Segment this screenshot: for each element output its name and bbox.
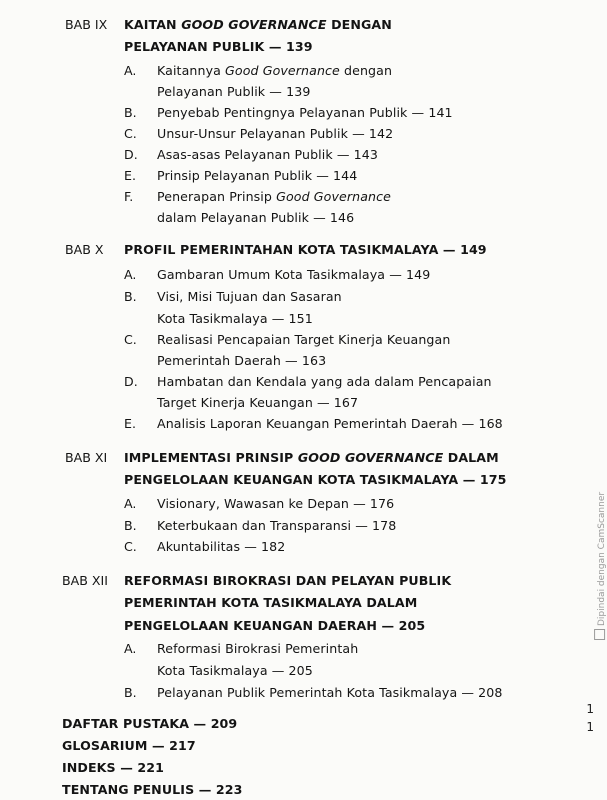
subsection-letter: F. — [124, 189, 134, 204]
text-segment: Kaitannya — [157, 63, 226, 78]
back-matter-entry: GLOSARIUM — 217 — [62, 738, 196, 753]
text-segment: Gambaran Umum Kota Tasikmalaya — 149 — [157, 267, 431, 282]
chapter-title-line — [124, 617, 425, 635]
subsection-title-line — [157, 146, 378, 164]
subsection-title-line — [157, 266, 430, 284]
text-segment: Reformasi Birokrasi Pemerintah — [157, 641, 359, 656]
text-segment: Keterbukaan dan Transparansi — 178 — [157, 518, 397, 533]
subsection-title-line — [157, 538, 285, 556]
text-segment: Pemerintah Daerah — 163 — [157, 353, 327, 368]
chapter-title-line — [124, 38, 313, 56]
text-segment: PENGELOLAAN KEUANGAN KOTA TASIKMALAYA — 175 — [124, 472, 507, 487]
text-segment: Akuntabilitas — 182 — [157, 539, 286, 554]
text-segment: Asas-asas Pelayanan Publik — 143 — [157, 147, 379, 162]
subsection-title-line — [157, 288, 342, 306]
text-segment: GOOD GOVERNANCE — [181, 17, 327, 32]
text-segment: Good Governance — [225, 63, 340, 78]
text-segment: DALAM — [443, 450, 499, 465]
subsection-letter: B. — [124, 289, 137, 304]
text-segment: PELAYANAN PUBLIK — 139 — [124, 39, 313, 54]
chapter-title-line — [124, 16, 392, 34]
text-segment: DENGAN — [326, 17, 392, 32]
text-segment: Realisasi Pencapaian Target Kinerja Keuangan — [157, 332, 451, 347]
text-segment: Penerapan Prinsip — [157, 189, 277, 204]
subsection-letter: B. — [124, 685, 137, 700]
subsection-title-line — [157, 310, 313, 328]
subsection-title-line — [157, 352, 326, 370]
edge-mark: 1 — [586, 720, 594, 734]
subsection-letter: D. — [124, 147, 138, 162]
text-segment: Unsur-Unsur Pelayanan Publik — 142 — [157, 126, 394, 141]
subsection-letter: C. — [124, 539, 137, 554]
subsection-title-line — [157, 640, 358, 658]
edge-mark: 1 — [586, 702, 594, 716]
subsection-letter: D. — [124, 374, 138, 389]
text-segment: Analisis Laporan Keuangan Pemerintah Daerah — 168 — [157, 416, 503, 431]
chapter-label: BAB XI — [65, 450, 108, 465]
subsection-letter: E. — [124, 168, 136, 183]
chapter-title-line — [124, 471, 507, 489]
chapter-label: BAB X — [65, 242, 104, 257]
text-segment: Prinsip Pelayanan Publik — 144 — [157, 168, 358, 183]
camscanner-icon — [594, 629, 605, 640]
subsection-letter: E. — [124, 416, 136, 431]
text-segment: IMPLEMENTASI PRINSIP — [124, 450, 298, 465]
chapter-title-line — [124, 572, 451, 590]
text-segment: Kota Tasikmalaya — 205 — [157, 663, 313, 678]
subsection-title-line — [157, 495, 394, 513]
back-matter-entry: DAFTAR PUSTAKA — 209 — [62, 716, 238, 731]
text-segment: Visionary, Wawasan ke Depan — 176 — [157, 496, 395, 511]
back-matter-entry: INDEKS — 221 — [62, 760, 164, 775]
text-segment: dengan — [339, 63, 393, 78]
subsection-title-line — [157, 167, 357, 185]
scanner-watermark — [594, 492, 607, 640]
subsection-letter: A. — [124, 267, 137, 282]
subsection-title-line — [157, 517, 396, 535]
text-segment: Hambatan dan Kendala yang ada dalam Pencapaian — [157, 374, 492, 389]
text-segment: Good Governance — [276, 189, 391, 204]
chapter-title-line — [124, 241, 487, 259]
subsection-letter: B. — [124, 518, 137, 533]
subsection-title-line — [157, 83, 310, 101]
subsection-title-line — [157, 662, 313, 680]
text-segment: dalam Pelayanan Publik — 146 — [157, 210, 355, 225]
subsection-title-line — [157, 209, 354, 227]
text-segment: PROFIL PEMERINTAHAN KOTA TASIKMALAYA — 149 — [124, 242, 487, 257]
text-segment: Pelayanan Publik Pemerintah Kota Tasikmalaya — 208 — [157, 685, 503, 700]
chapter-title-line — [124, 449, 499, 467]
subsection-letter: C. — [124, 126, 137, 141]
text-segment: Penyebab Pentingnya Pelayanan Publik — 141 — [157, 105, 453, 120]
subsection-title-line — [157, 62, 392, 80]
subsection-title-line — [157, 104, 453, 122]
subsection-title-line — [157, 415, 503, 433]
text-segment: REFORMASI BIROKRASI DAN PELAYAN PUBLIK — [124, 573, 452, 588]
text-segment: Pelayanan Publik — 139 — [157, 84, 311, 99]
subsection-title-line — [157, 331, 450, 349]
text-segment: GOOD GOVERNANCE — [297, 450, 444, 465]
chapter-label: BAB XII — [62, 573, 108, 588]
subsection-letter: A. — [124, 641, 137, 656]
text-segment: Target Kinerja Keuangan — 167 — [157, 395, 359, 410]
chapter-title-line — [124, 594, 417, 612]
subsection-title-line — [157, 188, 391, 206]
subsection-letter: B. — [124, 105, 137, 120]
subsection-title-line — [157, 684, 503, 702]
subsection-letter: A. — [124, 496, 137, 511]
subsection-title-line — [157, 373, 492, 391]
text-segment: KAITAN — [124, 17, 182, 32]
back-matter-entry: TENTANG PENULIS — 223 — [62, 782, 243, 797]
watermark-text: Dipindai dengan CamScanner — [597, 491, 607, 626]
text-segment: Kota Tasikmalaya — 151 — [157, 311, 313, 326]
chapter-label: BAB IX — [65, 17, 108, 32]
text-segment: PEMERINTAH KOTA TASIKMALAYA DALAM — [124, 595, 418, 610]
text-segment: Visi, Misi Tujuan dan Sasaran — [157, 289, 342, 304]
subsection-title-line — [157, 125, 393, 143]
subsection-letter: C. — [124, 332, 137, 347]
text-segment: PENGELOLAAN KEUANGAN DAERAH — 205 — [124, 618, 426, 633]
subsection-letter: A. — [124, 63, 137, 78]
subsection-title-line — [157, 394, 358, 412]
